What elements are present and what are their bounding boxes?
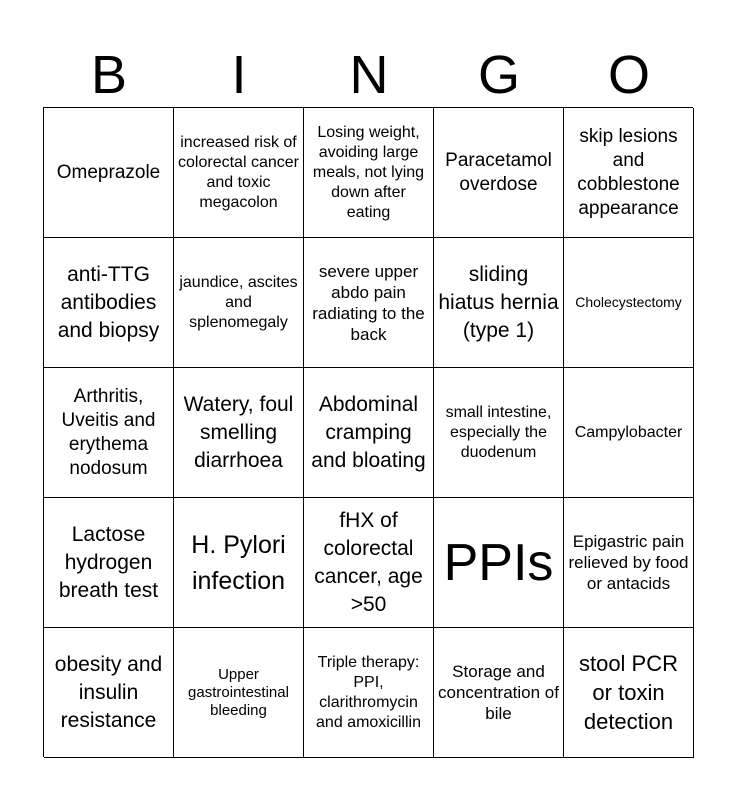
bingo-cell[interactable] (44, 238, 174, 368)
cell-text: skip lesions and cobblestone appearance (577, 125, 680, 219)
bingo-cell[interactable] (434, 628, 564, 758)
bingo-cell[interactable] (564, 238, 694, 368)
bingo-card (43, 107, 693, 757)
cell-text: Epigastric pain relieved by food or antacids (568, 532, 689, 593)
header-letter-g: G (477, 45, 520, 105)
bingo-cell[interactable] (564, 628, 694, 758)
cell-text: Lactose hydrogen breath test (58, 522, 159, 602)
cell-text: obesity and insulin resistance (54, 652, 163, 732)
header-letter-b: B (90, 45, 128, 105)
cell-text: H. Pylori infection (191, 530, 286, 595)
bingo-cell[interactable] (564, 108, 694, 238)
bingo-cell[interactable] (304, 628, 434, 758)
bingo-cell[interactable] (304, 108, 434, 238)
cell-text: Abdominal cramping and bloating (311, 392, 426, 472)
cell-text: Triple therapy: PPI, clarithromycin and amoxicillin (316, 653, 421, 731)
cell-text: jaundice, ascites and splenomegaly (179, 273, 298, 331)
bingo-cell[interactable] (434, 368, 564, 498)
cell-text: Storage and concentration of bile (438, 662, 559, 723)
bingo-cell[interactable] (304, 368, 434, 498)
bingo-cell[interactable] (174, 368, 304, 498)
cell-text: anti-TTG antibodies and biopsy (57, 262, 160, 342)
header-letter-o: O (607, 45, 650, 105)
cell-text: severe upper abdo pain radiating to the back (312, 261, 425, 344)
cell-text: Paracetamol overdose (445, 149, 552, 195)
bingo-cell[interactable] (174, 498, 304, 628)
bingo-header (44, 44, 694, 106)
bingo-cell[interactable] (44, 108, 174, 238)
header-letter-i: I (231, 45, 247, 105)
cell-text: increased risk of colorectal cancer and toxic megacolon (178, 133, 299, 211)
bingo-cell[interactable] (44, 498, 174, 628)
cell-text: Losing weight, avoiding large meals, not lying down after eating (312, 123, 425, 221)
bingo-cell[interactable] (304, 498, 434, 628)
cell-text: stool PCR or toxin detection (578, 651, 679, 734)
bingo-cell[interactable] (434, 498, 564, 628)
cell-text: Cholecystectomy (575, 294, 682, 310)
cell-text: small intestine, especially the duodenum (445, 403, 552, 461)
cell-text: fHX of colorectal cancer, age >50 (314, 508, 423, 616)
cell-text: Campylobacter (574, 423, 683, 441)
cell-text: sliding hiatus hernia (type 1) (438, 262, 559, 342)
header-letter-n: N (349, 45, 389, 105)
bingo-cell[interactable] (44, 368, 174, 498)
bingo-cell[interactable] (174, 238, 304, 368)
bingo-cell[interactable] (174, 628, 304, 758)
cell-text: Arthritis, Uveitis and erythema nodosum (61, 385, 156, 479)
bingo-cell[interactable] (434, 238, 564, 368)
cell-text: PPIs (443, 533, 554, 592)
bingo-cell[interactable] (434, 108, 564, 238)
bingo-cell[interactable] (564, 368, 694, 498)
cell-text: Watery, foul smelling diarrhoea (183, 392, 294, 472)
bingo-cell[interactable] (44, 628, 174, 758)
bingo-cell[interactable] (174, 108, 304, 238)
bingo-cell[interactable] (564, 498, 694, 628)
cell-text: Upper gastrointestinal bleeding (188, 665, 289, 719)
cell-text: Omeprazole (56, 161, 161, 183)
bingo-cell[interactable] (304, 238, 434, 368)
